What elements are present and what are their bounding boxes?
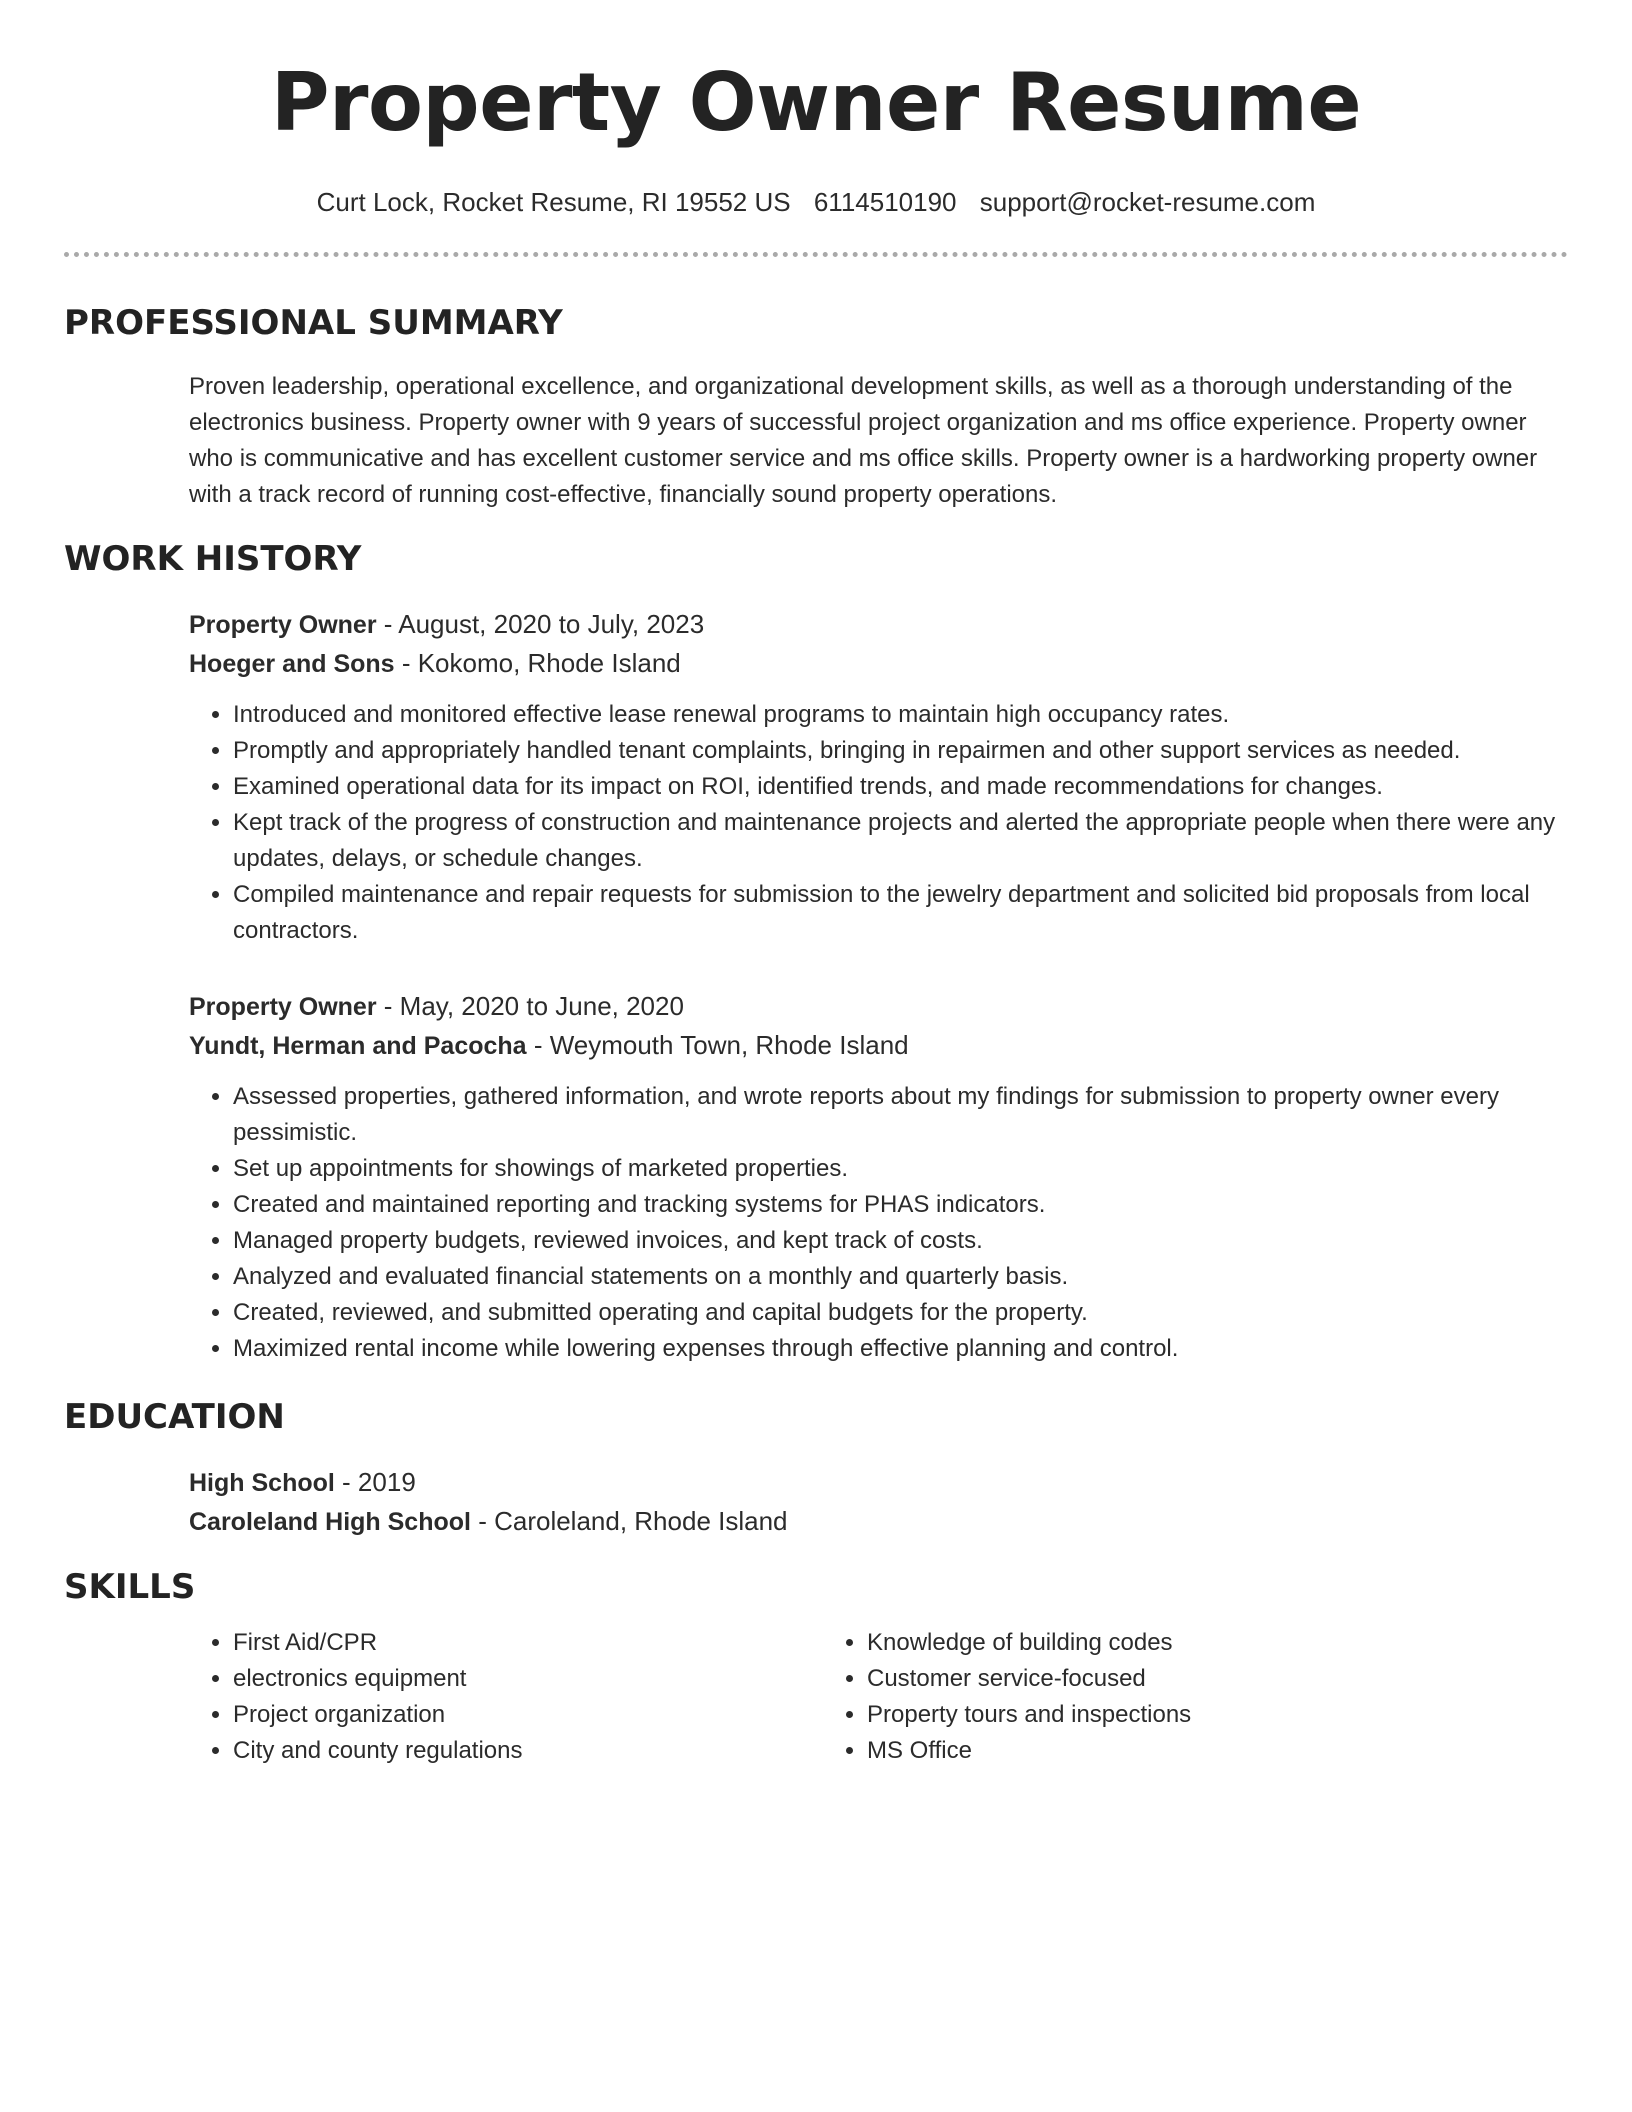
list-item: • City and county regulations [233, 1733, 823, 1769]
list-item: • Compiled maintenance and repair requests for submission to the jewelry department and solicited bid proposals from local contractors. [233, 877, 1568, 949]
list-item: • Created, reviewed, and submitted operating and capital budgets for the property. [233, 1295, 1568, 1331]
list-item: • Set up appointments for showings of marketed properties. [233, 1151, 1568, 1187]
contact-phone: 6114510190 [813, 187, 957, 217]
job-entry [189, 987, 1568, 1367]
list-item: • Kept track of the progress of construction and maintenance projects and alerted the appropriate people when there were any updates, delays, or schedule changes. [233, 805, 1568, 877]
list-item: • Created and maintained reporting and tracking systems for PHAS indicators. [233, 1187, 1568, 1223]
list-item: • Knowledge of building codes [867, 1625, 1457, 1661]
resume-header [64, 0, 1568, 218]
education-degree-line [189, 1463, 1568, 1502]
education-school-line [189, 1502, 1568, 1541]
education-heading: EDUCATION [64, 1397, 285, 1437]
job-dates: - August, 2020 to July, 2023 [376, 609, 705, 639]
skills-column-right [823, 1625, 1457, 1769]
list-item: • Promptly and appropriately handled tenant complaints, bringing in repairmen and other support services as needed. [233, 733, 1568, 769]
job-company-line [189, 1026, 1568, 1065]
contact-address: Curt Lock, Rocket Resume, RI 19552 US [316, 187, 791, 217]
job-title: Property Owner [189, 611, 377, 639]
job-company: Hoeger and Sons [189, 650, 395, 678]
contact-line [64, 186, 1568, 218]
work-history-heading: WORK HISTORY [64, 539, 362, 579]
job-title-line [189, 605, 1568, 644]
list-item: • Assessed properties, gathered information, and wrote reports about my findings for submission to property owner every pessimistic. [233, 1079, 1568, 1151]
job-location: - Weymouth Town, Rhode Island [526, 1030, 909, 1060]
summary-text: Proven leadership, operational excellence, and organizational development skills, as well as a thorough understanding of the electronics business. Property owner with 9 years of successful project organization and ms office experience. Property owner who is communicative and has excellent customer service and ms office skills. Property owner is a hardworking property owner with a track record of running cost-effective, financially sound property operations. [189, 373, 1538, 508]
summary-heading: PROFESSIONAL SUMMARY [64, 303, 563, 343]
list-item: • MS Office [867, 1733, 1457, 1769]
education-degree: High School [189, 1469, 335, 1497]
education-entry [189, 1463, 1568, 1541]
job-entry [189, 605, 1568, 949]
page-title: Property Owner Resume [270, 56, 1362, 149]
list-item: • Introduced and monitored effective lease renewal programs to maintain high occupancy rates. [233, 697, 1568, 733]
skills-column-left [189, 1625, 823, 1769]
job-title-line [189, 987, 1568, 1026]
job-company: Yundt, Herman and Pacocha [189, 1032, 527, 1060]
education-year: - 2019 [334, 1467, 416, 1497]
header-divider [64, 252, 1568, 257]
job-bullets [189, 697, 1568, 949]
education-location: - Caroleland, Rhode Island [470, 1506, 788, 1536]
contact-email: support@rocket-resume.com [979, 187, 1316, 217]
list-item: • Project organization [233, 1697, 823, 1733]
job-title: Property Owner [189, 993, 377, 1021]
list-item: • Examined operational data for its impact on ROI, identified trends, and made recommendations for changes. [233, 769, 1568, 805]
job-bullets [189, 1079, 1568, 1367]
list-item: • Analyzed and evaluated financial statements on a monthly and quarterly basis. [233, 1259, 1568, 1295]
job-company-line [189, 644, 1568, 683]
job-location: - Kokomo, Rhode Island [394, 648, 681, 678]
list-item: • Managed property budgets, reviewed invoices, and kept track of costs. [233, 1223, 1568, 1259]
job-dates: - May, 2020 to June, 2020 [376, 991, 684, 1021]
list-item: • Customer service-focused [867, 1661, 1457, 1697]
list-item: • electronics equipment [233, 1661, 823, 1697]
education-school: Caroleland High School [189, 1508, 471, 1536]
list-item: • Maximized rental income while lowering expenses through effective planning and control. [233, 1331, 1568, 1367]
list-item: • Property tours and inspections [867, 1697, 1457, 1733]
skills-list [189, 1625, 1568, 1769]
skills-heading: SKILLS [64, 1567, 196, 1607]
list-item: • First Aid/CPR [233, 1625, 823, 1661]
